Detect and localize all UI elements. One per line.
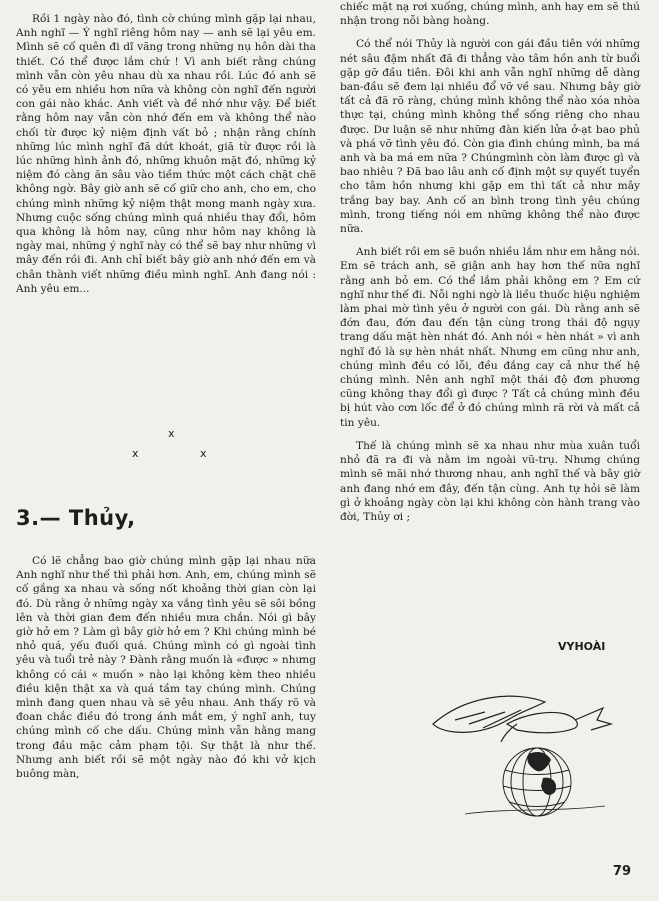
left-column-top [16, 12, 316, 305]
globe-landmass [541, 778, 556, 795]
divider-mark: x [168, 427, 175, 440]
right-paragraph: Anh biết rồi em sẽ buồn nhiều lắm như em hằng nói. Em sẽ trách anh, sẽ giận anh hay hơn thế nữa nghĩ rằng anh bỏ em. Có thể lắm phải không em ? Em cứ nghĩ như thế đi. Nỗi nghi ngờ là liều thuốc hiệu nghiệm làm phai mờ tình yêu ở người con gái. Dù rằng anh sẽ đớn đau, đớn đau đến tận cùng trong thái độ ngụy trang dấu mặt hèn nhát đó. Anh nói « hèn nhát » vì anh nghĩ đó là sự hèn nhát nhất. Nhưng em cũng như anh, chúng mình đều có lỗi, đều đắng cay cả như thế hệ chúng mình. Nên anh nghĩ một thái độ đơn phương cũng không thay đổi gì được ? Tất cả chúng mình đều bị hút vào cơn lốc để ở đó chúng mình rã rời và mất cả tin yêu. [340, 246, 640, 429]
divider-mark: x [132, 447, 139, 460]
page-number: 79 [612, 864, 631, 879]
right-paragraph: Thế là chúng mình sẽ xa nhau như mùa xuân tuổi nhỏ đã ra đi và nằm im ngoài vũ-trụ. Nhưng chúng mình sẽ mãi nhớ thương nhau, anh nghĩ thế và bây giờ anh đang nhớ em đây, đến tận cùng. Anh tự hỏi sẽ làm gì ở khoảng ngày còn lại khi không còn hành trang vào đời, Thủy ơi ; [340, 439, 640, 523]
bird-wing-outline [433, 696, 545, 732]
shadow-line [465, 806, 605, 814]
section-divider [124, 427, 224, 467]
globe-latitude [503, 786, 571, 791]
right-paragraph: chiếc mặt nạ rơi xuống, chúng mình, anh hay em sẽ thú nhận trong nỗi bàng hoàng. [340, 1, 640, 28]
bird-head [501, 724, 517, 742]
right-column [340, 0, 640, 533]
left-column-bottom [16, 554, 316, 790]
left-top-paragraph: Rồi 1 ngày nào đó, tình cờ chúng mình gặp lại nhau, Anh nghĩ — Ý nghĩ riêng hôm nay — anh sẽ lại yêu em. Mình sẽ cố quên đi dĩ vãng trong những nụ hôn dài tha thiết. Có thể được lắm chứ ! Vì anh biết rằng chúng mình vẫn còn yêu nhau dù xa nhau rồi. Lúc đó anh sẽ có yêu em nhiều hơn nữa và không còn nghĩ đến người con gái nào khác. Anh viết và đề nhớ như vậy. Để biết rằng hôm nay vẫn còn nhớ đến em và không thể nào chối từ được kỷ niệm định vất bỏ ; nhận rằng chính những lúc mình nghĩ đã dứt khoát, giã từ được rồi là lúc những hình ảnh đó, những khuôn mặt đó, những kỷ niệm đó càng ăn sâu vào tiềm thức một cách chặt chẽ không ngờ. Bây giờ anh sẽ cố giữ cho anh, cho em, cho chúng mình những kỷ niệm thật mong manh ngày xưa. Nhưng cuộc sống chúng mình quá nhiều thay đổi, hôm qua không là hôm nay, cũng như hôm nay không là ngày mai, những ý nghĩ này có thể sẽ bay như những vì mây đến rồi đi. Anh chỉ biết bây giờ anh nhớ đến em và chân thành viết những điều mình nghĩ. Anh đang nói : Anh yêu em... [16, 13, 316, 295]
bird-body [507, 712, 577, 732]
right-paragraph: Có thể nói Thủy là người con gái đầu tiên với những nét sâu đậm nhất đã đi thẳng vào tâm hồn anh từ buổi gặp gỡ đầu tiên. Đôi khi anh vẫn nghĩ những dễ dàng ban-đầu sẽ đem lại nhiều đổ vỡ về sau. Nhưng bây giờ tất cả đã rõ ràng, chúng mình không thể nào xóa nhòa thực tại, chúng mình không thể sống riêng cho nhau được. Dư luận sẽ như những đàn kiến lửa ở-ạt bao phủ và phá vỡ tình yêu đó. Còn gia đình chúng mình, ba má anh và ba má em nữa ? Chúngmình còn làm được gì và bao nhiêu ? Đã bao lâu anh cố định một sự quyết tuyển cho tâm hồn nhưng khi gặp em thì tất cả như mây trắng bay bay. Anh cố an bình trong tình yêu chúng mình, trong tiếng nói em những không thể nào được nữa. [340, 38, 640, 236]
divider-mark: x [200, 447, 207, 460]
bird-globe-illustration [425, 690, 620, 825]
bird-wing-feathers [455, 710, 521, 728]
author-signature: VYHOÀI [558, 640, 606, 653]
globe-landmass [527, 752, 551, 771]
left-bottom-paragraph: Có lẽ chẳng bao giờ chúng mình gặp lại nhau nữa Anh nghĩ như thế thì phải hơn. Anh, em, chúng mình sẽ cố gắng xa nhau và sống nốt khoảng thời gian còn lại đó. Dù rằng ở những ngày xa vắng tình yêu sẽ sôi bồng lên và thời gian đem đến nhiều mưa chắn. Nói gì bây giờ hở em ? Làm gì bây giờ hở em ? Khi chúng mình bé nhỏ quá, yếu đuối quá. Chúng mình có gì ngoài tình yêu và tuổi trẻ này ? Đành rằng muốn là «được » nhưng không có cái « muốn » nào lại không kèm theo nhiều điều kiện thật xa và quá tầm tay chúng mình. Chúng mình đang quen nhau và sẽ yêu nhau. Anh thấy rõ và đoan chắc điều đó trong ánh mắt em, ý nghĩ anh, tuy chúng mình cố che dấu. Chúng mình vẫn hằng mang trong đầu mặc cảm phạm tội. Sự thật là như thế. Nhưng anh biết rồi sẽ một ngày nào đó khi vở kịch buông màn, [16, 555, 316, 781]
section-heading: 3.— Thủy, [16, 506, 136, 530]
bird-tail [575, 708, 611, 730]
globe-latitude [509, 802, 565, 807]
